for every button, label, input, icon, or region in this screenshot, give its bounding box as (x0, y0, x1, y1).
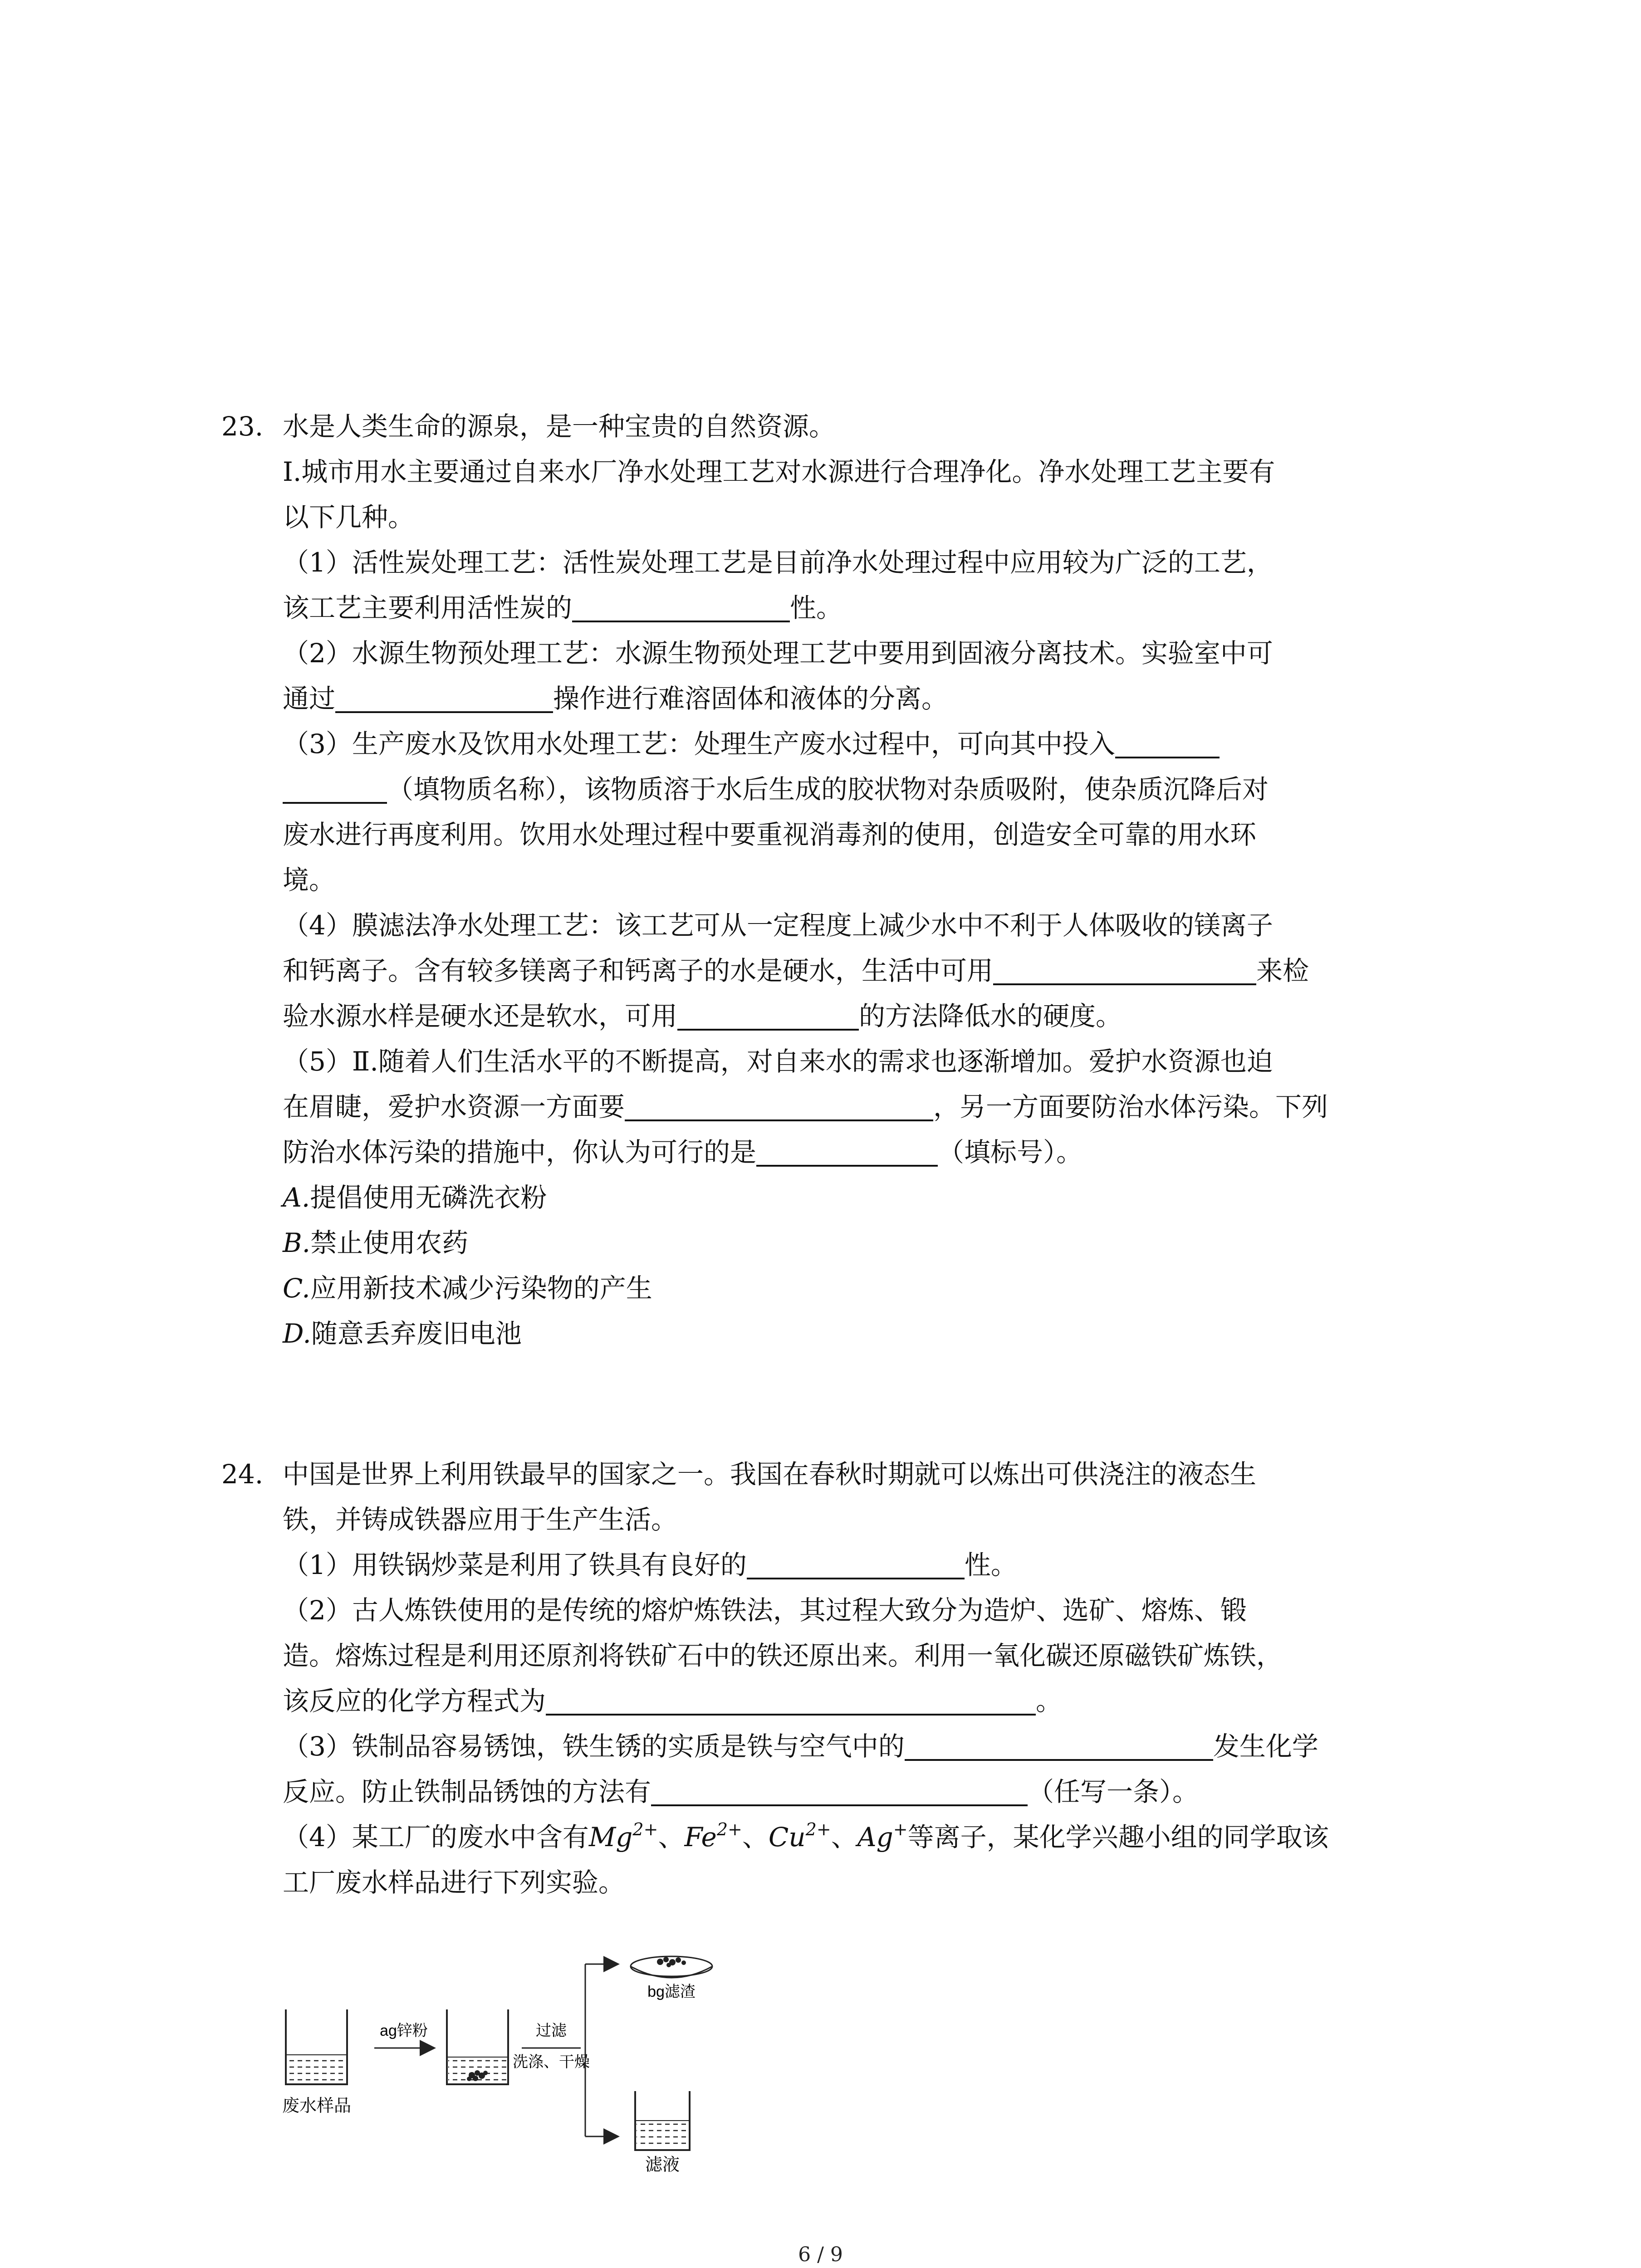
text: 等离子，某化学兴趣小组的同学取该 (907, 1822, 1329, 1853)
experiment-diagram (272, 1937, 817, 2173)
question-number: 23. (221, 411, 264, 442)
sub-question-1: （1）活性炭处理工艺：活性炭处理工艺是目前净水处理过程中应用较为广泛的工艺， (283, 547, 1273, 578)
text: 的方法降低水的硬度。 (859, 1001, 1122, 1031)
question-stem-line: 铁，并铸成铁器应用于生产生活。 (283, 1504, 678, 1535)
question-stem: 中国是世界上利用铁最早的国家之一。我国在春秋时期就可以炼出可供浇注的液态生 (283, 1459, 1257, 1490)
text: 通过 (283, 683, 336, 714)
sub-question-3-line: 境。 (283, 865, 336, 895)
sub-question-2-line: 造。熔炼过程是利用还原剂将铁矿石中的铁还原出来。利用一氧化碳还原磁铁矿炼铁， (283, 1640, 1283, 1671)
text: （填物质名称），该物质溶于水后生成的胶状物对杂质吸附，使杂质沉降后对 (387, 774, 1269, 805)
answer-blank[interactable] (651, 1773, 1028, 1806)
answer-blank[interactable] (756, 1133, 938, 1167)
text: 性。 (964, 1549, 1017, 1580)
residue-particles (657, 1957, 686, 1967)
sub-question-2: （2）古人炼铁使用的是传统的熔炉炼铁法，其过程大致分为造炉、选矿、熔炼、锻 (283, 1595, 1247, 1626)
sub-question-1 (221, 1542, 1465, 1588)
sample-label: 废水样品 (282, 2097, 352, 2116)
text: 操作进行难溶固体和液体的分离。 (553, 683, 948, 714)
ion-cu: $Cu^{2+}$ (768, 1819, 831, 1853)
text: 验水源水样是硬水还是软水，可用 (283, 1001, 678, 1031)
option-c[interactable] (221, 1266, 1465, 1311)
text: （3）生产废水及饮用水处理工艺：处理生产废水过程中，可向其中投入 (283, 728, 1115, 759)
residue-label: bg滤渣 (647, 1983, 696, 2000)
text: ，另一方面要防治水体污染。下列 (933, 1091, 1328, 1122)
ion-ag: Ag+ (857, 1819, 908, 1853)
sub-question-1-line (221, 585, 1465, 631)
sub-question-4-line (221, 948, 1465, 993)
text: （填标号）。 (938, 1137, 1083, 1168)
sub-question-2: （2）水源生物预处理工艺：水源生物预处理工艺中要用到固液分离技术。实验室中可 (283, 638, 1273, 669)
option-text: 禁止使用农药 (310, 1227, 469, 1258)
sub-question-3 (221, 1724, 1465, 1769)
sub-question-4: （4）膜滤法净水处理工艺：该工艺可从一定程度上减少水中不利于人体吸收的镁离子 (283, 910, 1273, 941)
ion-mg: $Mg^{2+}$ (588, 1819, 658, 1853)
question-24 (221, 1452, 1465, 1905)
answer-blank[interactable] (625, 1088, 933, 1121)
zinc-label: ag锌粉 (380, 2022, 428, 2039)
answer-blank[interactable] (905, 1727, 1213, 1761)
sub-question-3-line (221, 767, 1465, 812)
text: 在眉睫，爱护水资源一方面要 (283, 1091, 625, 1122)
option-letter: C. (283, 1273, 310, 1304)
text: 该工艺主要利用活性炭的 (283, 592, 573, 623)
sub-question-3 (221, 721, 1465, 767)
text: （任写一条）。 (1028, 1776, 1199, 1807)
beaker-reaction (447, 2009, 508, 2084)
option-letter: B. (283, 1227, 311, 1258)
question-stem: 水是人类生命的源泉，是一种宝贵的自然资源。 (283, 411, 836, 442)
text: 反应。防止铁制品锈蚀的方法有 (283, 1776, 652, 1807)
option-text: 提倡使用无磷洗衣粉 (310, 1182, 547, 1213)
wash-dry-label: 洗涤、干燥 (513, 2053, 590, 2071)
text: （1）用铁锅炒菜是利用了铁具有良好的 (283, 1549, 747, 1580)
ion-fe: $Fe^{2+}$ (684, 1819, 742, 1853)
part1-line: 以下几种。 (283, 502, 415, 533)
answer-blank[interactable] (546, 1682, 1036, 1716)
arrow-filter (513, 1964, 617, 2136)
answer-blank[interactable] (677, 997, 859, 1031)
beaker-sample (282, 2009, 351, 2116)
answer-blank[interactable] (1115, 725, 1220, 758)
sub-question-4-line (221, 993, 1465, 1039)
text: 防治水体污染的措施中，你认为可行的是 (283, 1137, 757, 1168)
text: （3）铁制品容易锈蚀，铁生锈的实质是铁与空气中的 (283, 1731, 905, 1762)
text: 来检 (1256, 955, 1309, 986)
option-d[interactable] (221, 1311, 1465, 1356)
page-number: 6 / 9 (798, 2243, 843, 2266)
text: 性。 (790, 592, 843, 623)
filtrate-label: 滤液 (645, 2156, 680, 2173)
text: 该反应的化学方程式为 (283, 1686, 546, 1716)
answer-blank[interactable] (747, 1546, 965, 1579)
sub-question-2-line (221, 676, 1465, 721)
sub-question-2-line (221, 1678, 1465, 1724)
option-letter: A. (283, 1182, 310, 1213)
answer-blank[interactable] (335, 679, 553, 713)
question-number: 24. (221, 1459, 264, 1490)
text: 发生化学 (1213, 1731, 1318, 1762)
sub-question-5-line (221, 1084, 1465, 1129)
answer-blank[interactable] (572, 589, 790, 622)
question-23 (221, 404, 1465, 1356)
option-b[interactable] (221, 1220, 1465, 1266)
residue-dish (631, 1956, 712, 2000)
option-text: 应用新技术减少污染物的产生 (310, 1273, 652, 1304)
option-letter: D. (283, 1318, 311, 1349)
sub-question-5: （5）Ⅱ.随着人们生活水平的不断提高，对自来水的需求也逐渐增加。爱护水资源也迫 (283, 1046, 1273, 1077)
answer-blank[interactable] (283, 770, 387, 804)
filter-label: 过滤 (536, 2022, 567, 2039)
option-a[interactable] (221, 1175, 1465, 1220)
sub-question-3-line: 废水进行再度利用。饮用水处理过程中要重视消毒剂的使用，创造安全可靠的用水环 (283, 819, 1257, 850)
sub-question-4: （4）某工厂的废水中含有$Mg^{2+}$、$Fe^{2+}$、$Cu^{2+}$、Ag+等离子，某化学兴趣小组的同学取该 (283, 1819, 1329, 1853)
text: 和钙离子。含有较多镁离子和钙离子的水是硬水，生活中可用 (283, 955, 994, 986)
option-text: 随意丢弃废旧电池 (311, 1318, 522, 1349)
text: （4）某工厂的废水中含有 (283, 1822, 589, 1853)
arrow-add-zinc (374, 2022, 433, 2048)
answer-blank[interactable] (993, 952, 1256, 985)
part1-line: Ⅰ.城市用水主要通过自来水厂净水处理工艺对水源进行合理净化。净水处理工艺主要有 (283, 456, 1275, 487)
sub-question-5-line (221, 1129, 1465, 1175)
sub-question-4-line: 工厂废水样品进行下列实验。 (283, 1867, 625, 1898)
sub-question-3-line (221, 1769, 1465, 1814)
beaker-filtrate (635, 2091, 690, 2173)
text: 。 (1036, 1686, 1063, 1716)
